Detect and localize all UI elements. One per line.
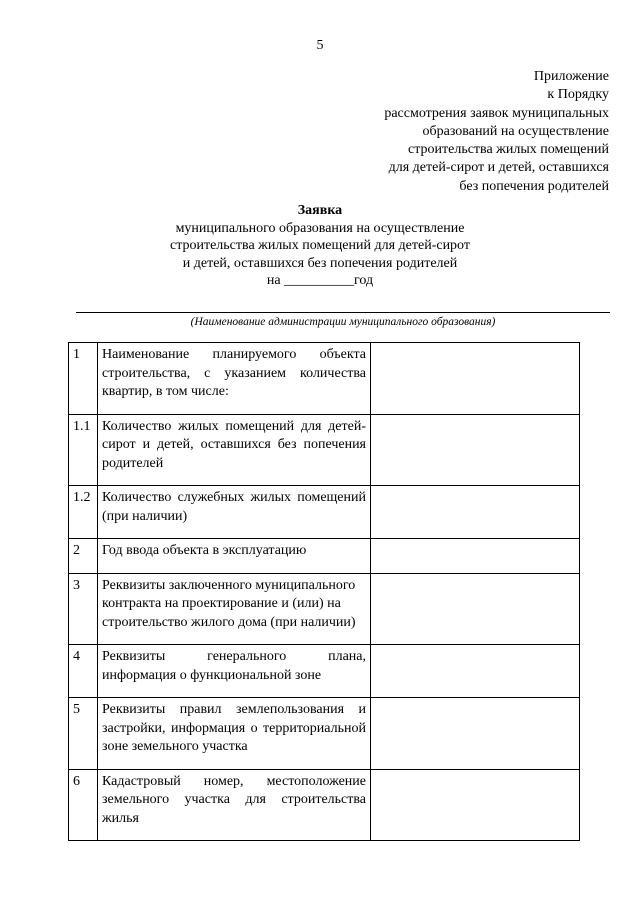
table-row <box>69 698 580 770</box>
appendix-line: рассмотрения заявок муниципальных <box>384 105 609 121</box>
table-row <box>69 414 580 486</box>
row-number: 1.1 <box>69 414 98 486</box>
row-label: Количество жилых помещений для детей-сирот и детей, оставшихся без попечения родителей <box>98 414 371 486</box>
appendix-line: без попечения родителей <box>459 178 609 194</box>
appendix-line: для детей-сирот и детей, оставшихся <box>388 160 609 176</box>
appendix-line: к Порядку <box>547 87 609 103</box>
row-label: Реквизиты заключенного муниципального контракта на проектирование и (или) на строительство жилого дома (при наличии) <box>98 573 371 645</box>
table-row <box>69 645 580 698</box>
table-row <box>69 539 580 574</box>
row-number: 1 <box>69 343 98 415</box>
document-title: Заявка <box>297 203 343 218</box>
table-row <box>69 573 580 645</box>
row-value-cell[interactable] <box>371 414 580 486</box>
heading-line: муниципального образования на осуществление <box>175 220 465 236</box>
application-heading <box>0 202 640 290</box>
row-label: Реквизиты правил землепользования и застройки, информация о территориальной зоне земельного участка <box>98 698 371 770</box>
appendix-header <box>384 68 609 196</box>
row-number: 1.2 <box>69 486 98 539</box>
row-label: Наименование планируемого объекта строительства, с указанием количества квартир, в том числе: <box>98 343 371 415</box>
appendix-line: Приложение <box>533 69 609 84</box>
admin-name-caption: (Наименование администрации муниципального образования) <box>190 316 496 328</box>
page-number: 5 <box>316 38 324 53</box>
row-value-cell[interactable] <box>371 539 580 574</box>
appendix-line: строительства жилых помещений <box>408 142 609 158</box>
row-value-cell[interactable] <box>371 698 580 770</box>
row-label: Количество служебных жилых помещений (при наличии) <box>98 486 371 539</box>
row-number: 5 <box>69 698 98 770</box>
heading-line-year: на __________год <box>266 273 374 288</box>
row-number: 6 <box>69 769 98 841</box>
row-number: 2 <box>69 539 98 574</box>
table-row <box>69 769 580 841</box>
row-number: 3 <box>69 573 98 645</box>
row-label: Кадастровый номер, местоположение земельного участка для строительства жилья <box>98 769 371 841</box>
application-table <box>68 342 580 841</box>
appendix-line: образований на осуществление <box>422 123 609 139</box>
row-value-cell[interactable] <box>371 769 580 841</box>
admin-name-line <box>76 312 610 313</box>
row-value-cell[interactable] <box>371 645 580 698</box>
row-label: Год ввода объекта в эксплуатацию <box>98 539 371 574</box>
heading-line: строительства жилых помещений для детей-сирот <box>169 238 470 253</box>
row-value-cell[interactable] <box>371 343 580 415</box>
row-label: Реквизиты генерального плана, информация о функциональной зоне <box>98 645 371 698</box>
heading-line: и детей, оставшихся без попечения родителей <box>182 255 458 271</box>
table-body <box>69 343 580 841</box>
table-row <box>69 486 580 539</box>
row-value-cell[interactable] <box>371 573 580 645</box>
row-number: 4 <box>69 645 98 698</box>
row-value-cell[interactable] <box>371 486 580 539</box>
table-row <box>69 343 580 415</box>
